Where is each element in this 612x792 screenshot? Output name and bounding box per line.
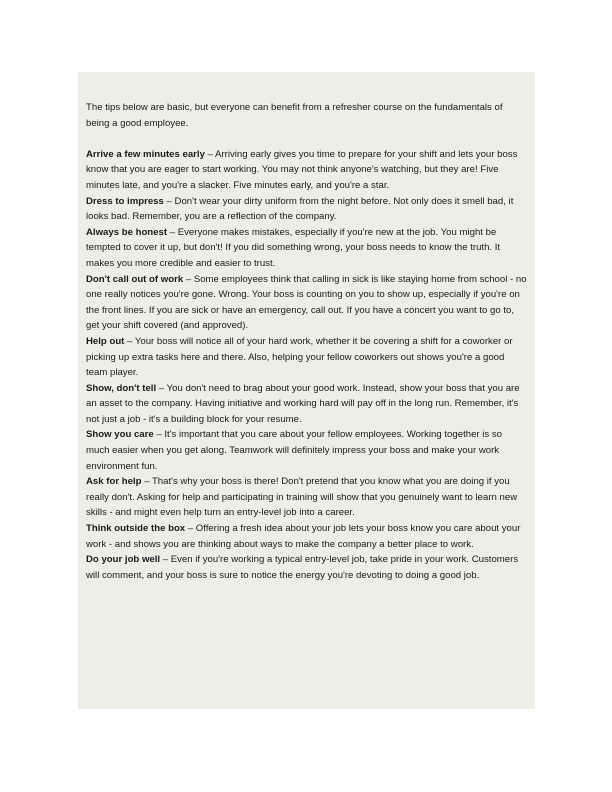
tip-title: Think outside the box xyxy=(86,523,186,535)
tip-title: Ask for help xyxy=(86,476,142,488)
tip-title: Help out xyxy=(86,335,125,347)
tip-body: – Some employees think that calling in sick is like staying home from school - no one really notices you're gone. Wrong. Your boss is counting on you to show up, especially if you're on the front lines. If you are sick or have an emergency, call out. If you have a concert you want to go to, get your shift covered (and approved). xyxy=(86,273,527,332)
tip-title: Dress to impress xyxy=(86,195,164,207)
tip-body: – You don't need to brag about your good work. Instead, show your boss that you are an asset to the company. Having initiative and working hard will pay off in the long run. Remember, it's not just a job - it's a building block for your resume. xyxy=(86,382,520,425)
tip-body: – Don't wear your dirty uniform from the night before. Not only does it smell bad, it looks bad. Remember, you are a reflection of the company. xyxy=(86,195,514,223)
tips-panel xyxy=(78,72,535,709)
tip-paragraph xyxy=(86,552,527,583)
tip-paragraph xyxy=(86,225,527,272)
tip-title: Always be honest xyxy=(86,226,168,238)
tip-paragraph xyxy=(86,334,527,381)
tip-title: Do your job well xyxy=(86,554,161,566)
tip-paragraph xyxy=(86,427,527,474)
tip-title: Show you care xyxy=(86,429,154,441)
tip-body: – It's important that you care about your fellow employees. Working together is so much easier when you get along. Teamwork will definitely impress your boss and make your work environment fun. xyxy=(86,429,502,472)
tip-body: – Arriving early gives you time to prepare for your shift and lets your boss know that you are eager to start working. You may not think anyone's watching, but they are! Five minutes late, and you're a slacker. Five minutes early, and you're a star. xyxy=(86,148,518,191)
tip-body: – Your boss will notice all of your hard work, whether it be covering a shift for a coworker or picking up extra tasks here and there. Also, helping your fellow coworkers out shows you're a good team player. xyxy=(86,335,513,379)
tip-paragraph xyxy=(86,147,527,194)
tip-body: – That's why your boss is there! Don't pretend that you know what you are doing if you really don't. Asking for help and participating in training will show that you genuinely want to learn new skills - and might even help turn an entry-level job into a career. xyxy=(86,476,518,519)
tip-paragraph xyxy=(86,272,527,334)
tip-paragraph xyxy=(86,521,527,552)
tip-paragraph xyxy=(86,474,527,521)
tip-paragraph xyxy=(86,381,527,428)
tip-body: – Everyone makes mistakes, especially if you're new at the job. You might be tempted to cover it up, but don't! If you did something wrong, your boss needs to know the truth. It makes you more credible and easier to trust. xyxy=(86,226,501,269)
tip-title: Show, don't tell xyxy=(86,382,157,394)
tip-paragraph xyxy=(86,194,527,225)
intro-paragraph: The tips below are basic, but everyone can benefit from a refresher course on the fundamentals of being a good employee. xyxy=(86,102,503,129)
tip-body: – Even if you're working a typical entry-level job, take pride in your work. Customers will comment, and your boss is sure to notice the energy you're devoting to doing a good job. xyxy=(86,554,519,581)
tip-title: Don't call out of work xyxy=(86,273,184,285)
tip-title: Arrive a few minutes early xyxy=(86,148,205,160)
tip-body: – Offering a fresh idea about your job lets your boss know you care about your work - and shows you are thinking about ways to make the company a better place to work. xyxy=(86,523,521,550)
